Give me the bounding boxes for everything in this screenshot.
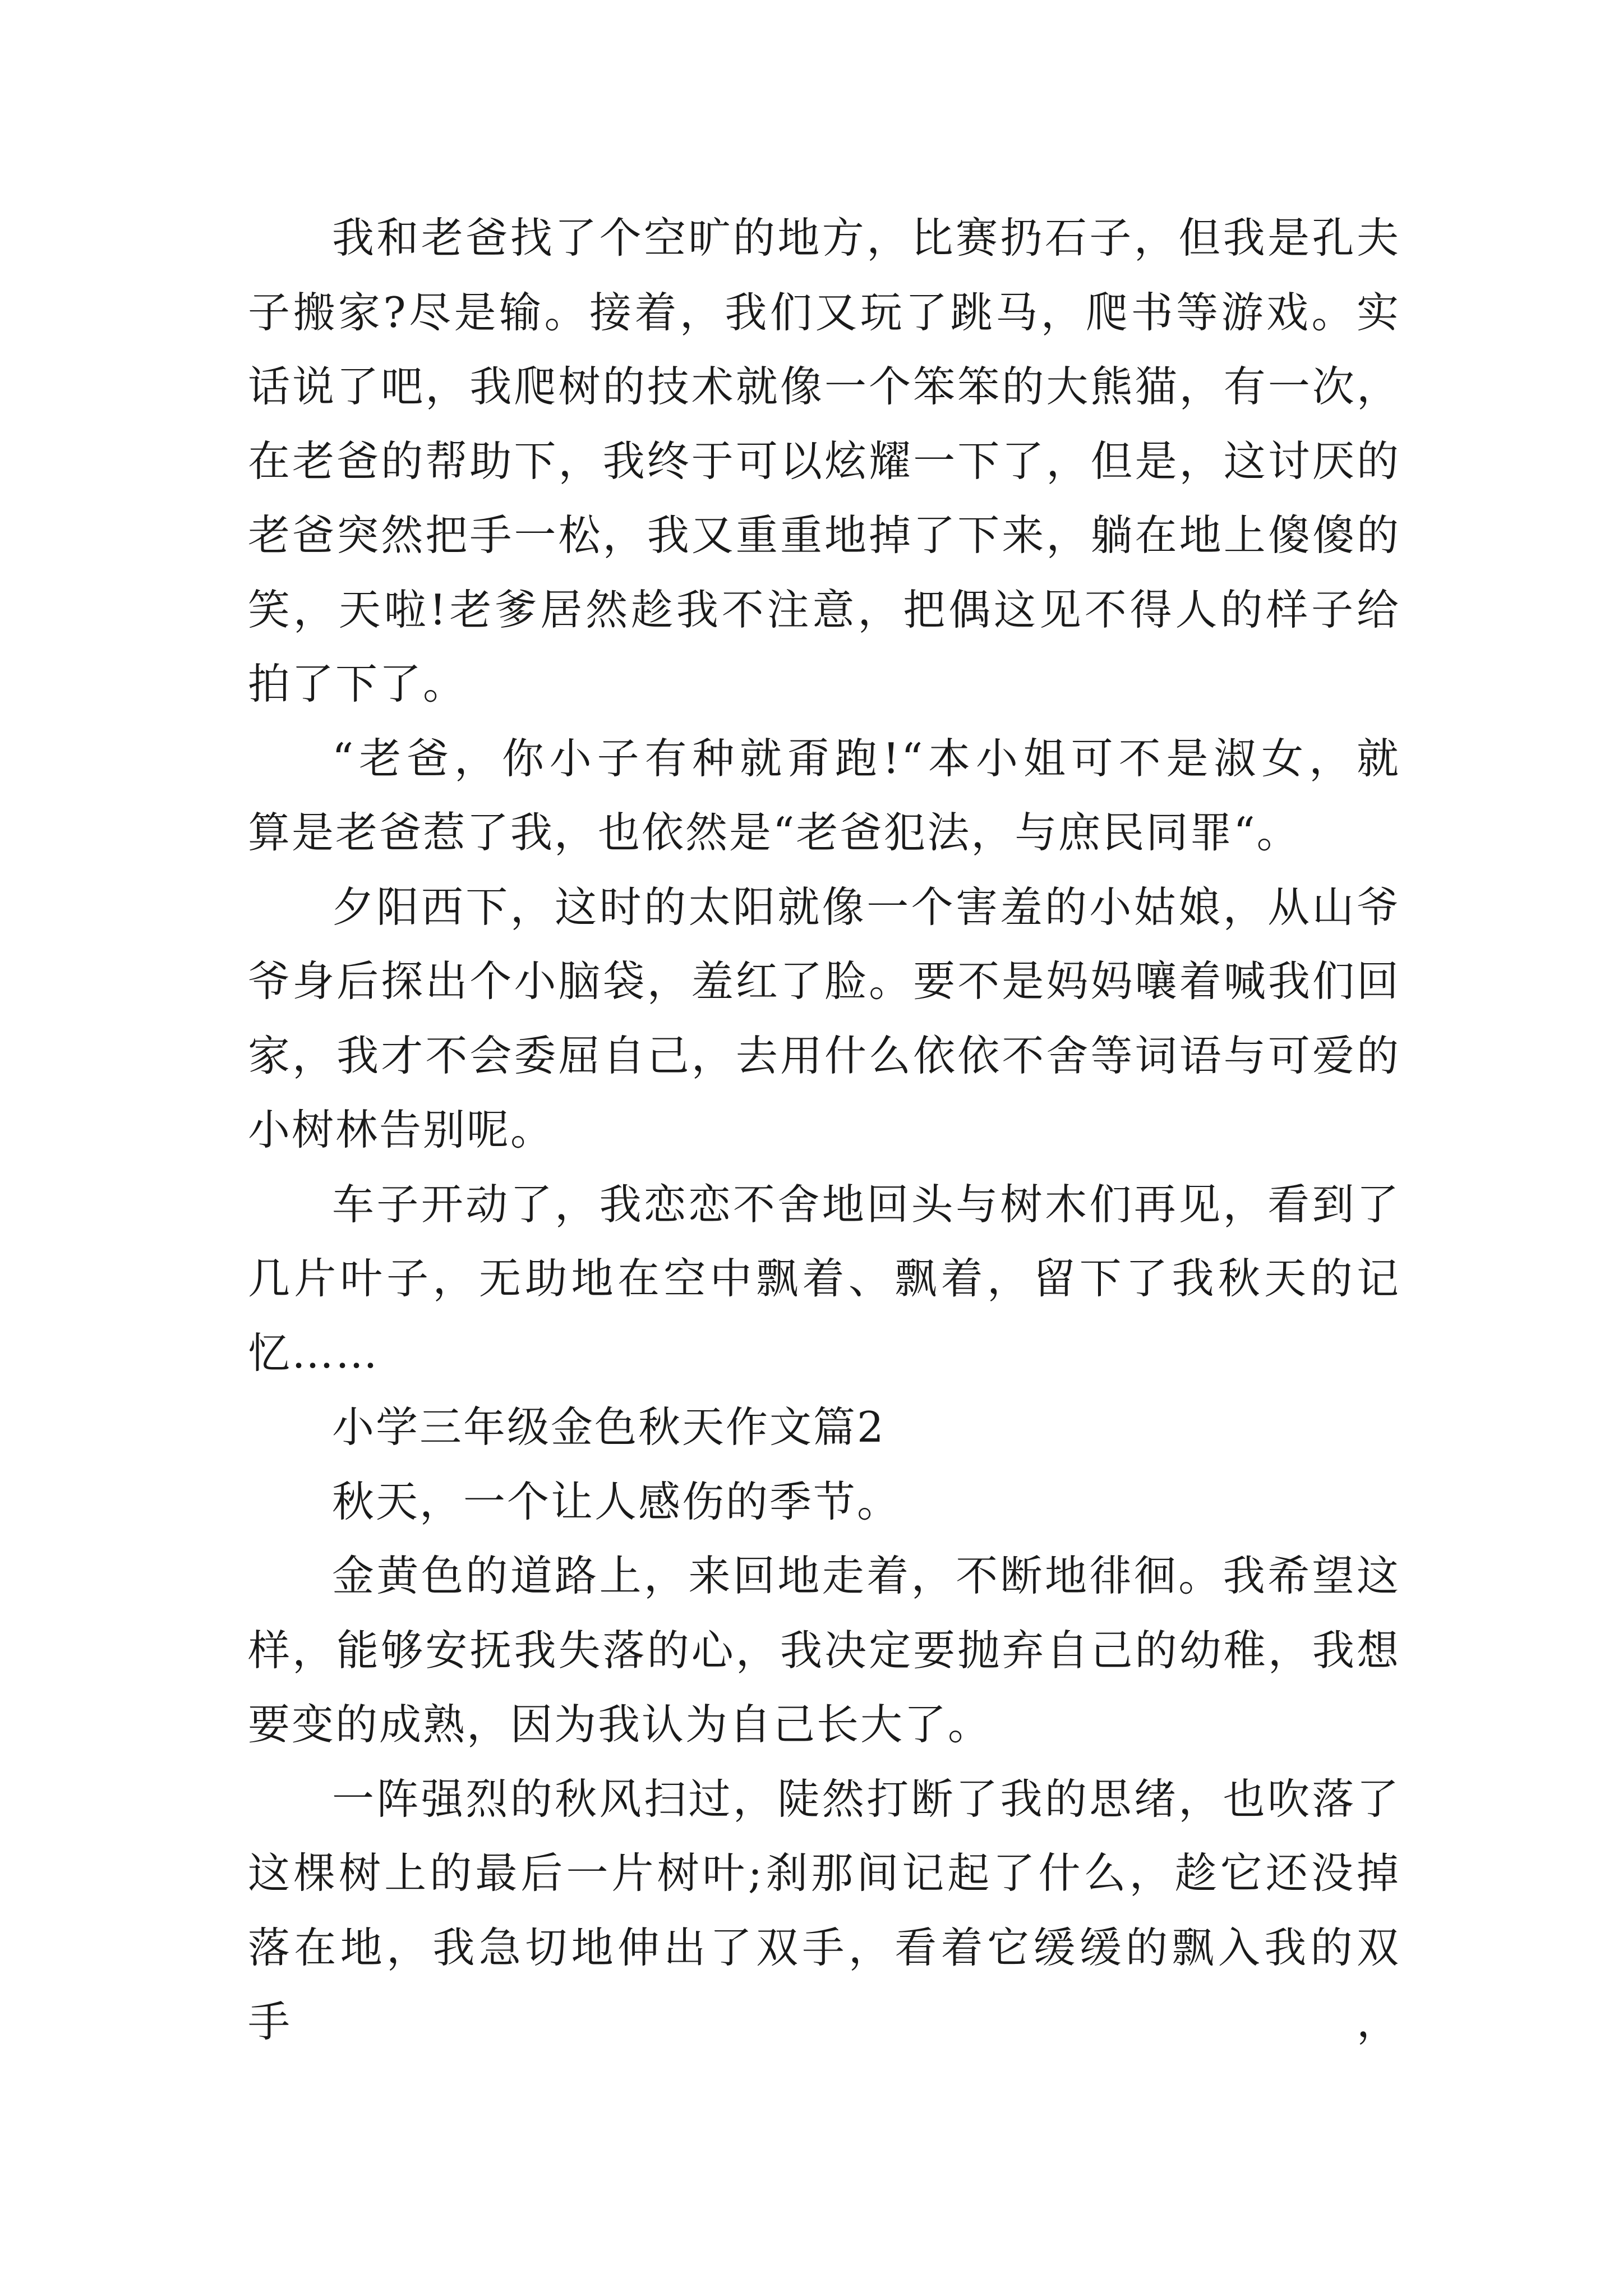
paragraph: [248, 201, 1400, 721]
text-line: 金黄色的道路上，来回地走着，不断地徘徊。我希望这: [332, 1551, 1400, 1600]
text-line: 忆……: [248, 1328, 380, 1378]
text-line: 车子开动了，我恋恋不舍地回头与树木们再见，看到了: [332, 1179, 1400, 1229]
paragraph: [248, 1465, 1400, 1539]
text-line: 落在地，我急切地伸出了双手，看着它缓缓的飘入我的双手，: [248, 1922, 1400, 2046]
text-line: “老爸，你小子有种就甭跑!“本小姐可不是淑女，就: [332, 733, 1400, 783]
text-line: 算是老爸惹了我，也依然是“老爸犯法，与庶民同罪“。: [248, 808, 1301, 857]
text-line: 小树林告别呢。: [248, 1105, 555, 1154]
paragraph: [248, 1167, 1400, 1391]
text-line: 我和老爸找了个空旷的地方，比赛扔石子，但我是孔夫: [332, 213, 1400, 263]
text-line: 这棵树上的最后一片树叶;刹那间记起了什么，趁它还没掉: [248, 1848, 1400, 1898]
article-body: [248, 201, 1400, 2046]
text-line: 子搬家?尽是输。接着，我们又玩了跳马，爬书等游戏。实: [248, 287, 1400, 337]
text-line: 要变的成熟，因为我认为自己长大了。: [248, 1700, 992, 1749]
text-line: 拍了下了。: [248, 659, 467, 708]
text-line: 在老爸的帮助下，我终于可以炫耀一下了，但是，这讨厌的: [248, 436, 1400, 486]
text-line: 家，我才不会委屈自己，去用什么依依不舍等词语与可爱的: [248, 1030, 1400, 1080]
text-line: 老爸突然把手一松，我又重重地掉了下来，躺在地上傻傻的: [248, 510, 1400, 560]
text-line: 夕阳西下，这时的太阳就像一个害羞的小姑娘，从山爷: [332, 882, 1400, 932]
text-line: 话说了吧，我爬树的技术就像一个笨笨的大熊猫，有一次，: [248, 362, 1400, 411]
paragraph: [248, 870, 1400, 1167]
text-line: 几片叶子，无助地在空中飘着、飘着，留下了我秋天的记: [248, 1254, 1400, 1303]
paragraph: [248, 1539, 1400, 1762]
text-line: 笑，天啦!老爹居然趁我不注意，把偶这见不得人的样子给: [248, 585, 1400, 634]
heading-line: 小学三年级金色秋天作文篇2: [332, 1402, 886, 1452]
text-line: 秋天，一个让人感伤的季节。: [332, 1476, 901, 1526]
text-line: 一阵强烈的秋风扫过，陡然打断了我的思绪，也吹落了: [332, 1774, 1400, 1824]
text-line: 爷身后探出个小脑袋，羞红了脸。要不是妈妈嚷着喊我们回: [248, 956, 1400, 1006]
section-heading: [248, 1390, 1400, 1465]
text-line: 样，能够安抚我失落的心，我决定要抛弃自己的幼稚，我想: [248, 1625, 1400, 1675]
paragraph: [248, 1762, 1400, 2046]
paragraph: [248, 721, 1400, 870]
